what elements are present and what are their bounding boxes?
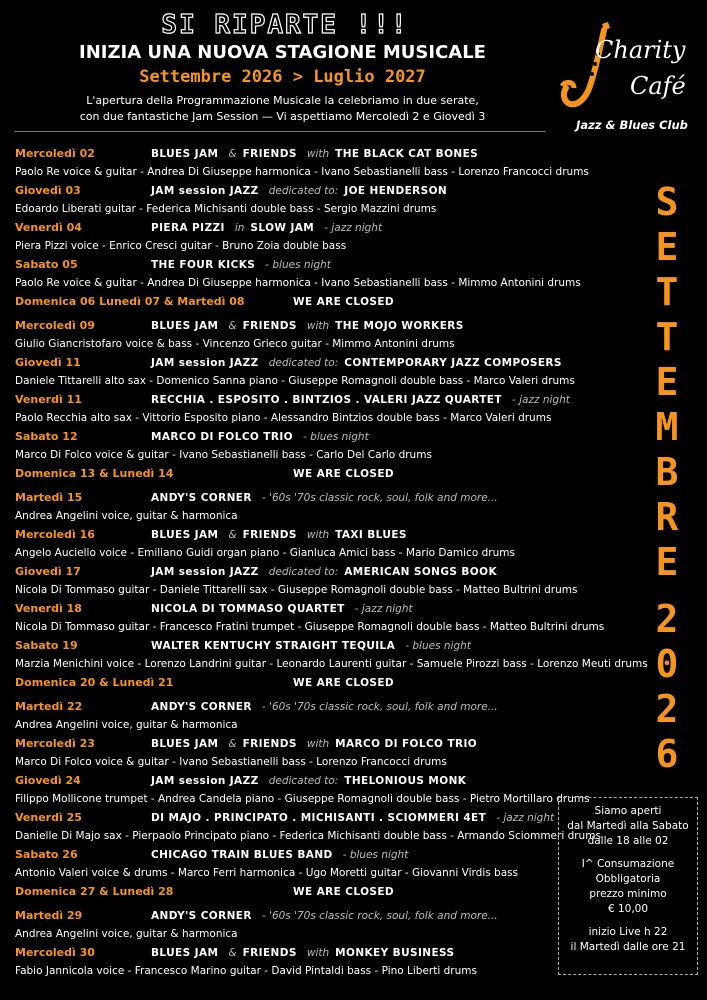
event-header-line <box>15 429 555 447</box>
vertical-title-letter: T <box>655 270 679 314</box>
event-header-line <box>15 908 555 926</box>
event-header-line <box>15 257 555 275</box>
vertical-title-letter: B <box>655 450 679 494</box>
event-headline <box>151 847 408 863</box>
event-header-line <box>15 220 555 238</box>
event-row <box>15 392 570 429</box>
event-note: - blues night <box>342 849 409 861</box>
event-day: Sabato 05 <box>15 258 78 271</box>
event-row <box>15 220 555 257</box>
event-headline <box>151 318 464 334</box>
event-day: Martedì 15 <box>15 491 83 504</box>
event-head3: TAXI BLUES <box>335 529 407 541</box>
event-head2: FRIENDS <box>242 738 297 750</box>
event-headline <box>151 564 497 580</box>
event-day: Giovedì 17 <box>15 565 81 578</box>
event-header-line <box>15 601 555 619</box>
poster-subtitle: INIZIA UNA NUOVA STAGIONE MUSICALE <box>79 42 486 63</box>
event-note: - '60s '70s classic rock, soul, folk and more... <box>261 492 498 504</box>
event-head: MARCO DI FOLCO TRIO <box>151 431 293 443</box>
event-header-line <box>15 392 570 410</box>
event-row <box>15 908 555 945</box>
event-head: BLUES JAM <box>151 148 219 160</box>
event-header-line <box>15 146 555 164</box>
closed-row <box>15 466 555 490</box>
event-headline <box>151 392 570 408</box>
event-row <box>15 847 555 884</box>
event-lineup: Marzia Menichini voice - Lorenzo Landrini guitar - Leonardo Laurenti guitar - Samuele Pirozzi bass - Lorenzo Meuti drums <box>15 658 648 670</box>
event-day: Mercoledì 23 <box>15 737 95 750</box>
event-day: Mercoledì 16 <box>15 528 95 541</box>
event-header-line <box>15 318 555 336</box>
vertical-title-letter: 0 <box>655 642 679 686</box>
event-header-line <box>15 773 555 791</box>
vertical-title-letter: R <box>655 495 679 539</box>
event-row <box>15 490 555 527</box>
event-headline <box>151 810 554 826</box>
event-day: Venerdì 04 <box>15 221 82 234</box>
event-head2: FRIENDS <box>242 320 297 332</box>
vertical-month-title <box>642 180 692 777</box>
event-headline <box>293 884 394 900</box>
event-conn: & <box>228 947 237 959</box>
event-head: DI MAJO . PRINCIPATO . MICHISANTI . SCIOMMERI <box>151 812 460 824</box>
event-header-line <box>15 675 555 693</box>
intro-line-1: L'apertura della Programmazione Musicale la celebriamo in due serate, <box>86 94 479 107</box>
event-head3: MARCO DI FOLCO TRIO <box>335 738 478 750</box>
event-head: ANDY'S CORNER <box>151 701 252 713</box>
event-note: - jazz night <box>324 222 383 234</box>
event-lineup: Marco Di Folco voice & guitar - Ivano Sebastianelli bass - Carlo Del Carlo drums <box>15 449 432 461</box>
info-line-3: dalle 18 alle 02 <box>587 835 669 847</box>
event-day: Domenica 06 Lunedì 07 & Martedì 08 <box>15 295 245 308</box>
event-lineup: Andrea Angelini voice, guitar & harmonica <box>15 719 238 731</box>
vertical-title-letter: E <box>655 540 679 584</box>
event-head: CHICAGO TRAIN BLUES BAND <box>151 849 333 861</box>
event-row <box>15 773 590 810</box>
event-lineup: Paolo Re voice & guitar - Andrea Di Giuseppe harmonica - Ivano Sebastianelli bass - Mimmo Antonini drums <box>15 277 581 289</box>
event-head2: FRIENDS <box>242 529 297 541</box>
event-head: RECCHIA . ESPOSITO . BINTZIOS . VALERI <box>151 394 408 406</box>
event-conn2: with <box>306 320 330 332</box>
event-day: Sabato 12 <box>15 430 78 443</box>
info-line-4: I^ Consumazione <box>581 858 675 870</box>
event-conn: dedicated to: <box>268 357 339 369</box>
event-note: - blues night <box>265 259 331 271</box>
intro-line-2: con due fantastiche Jam Session — Vi aspettiamo Mercoledì 2 e Giovedì 3 <box>79 110 486 123</box>
vertical-title-letter: E <box>655 360 679 404</box>
event-headline <box>151 490 498 506</box>
event-head2: CONTEMPORARY JAZZ COMPOSERS <box>344 357 562 369</box>
event-head: BLUES JAM <box>151 529 219 541</box>
event-head: JAM session JAZZ <box>151 775 259 787</box>
event-lineup: Nicola Di Tommaso guitar - Francesco Fratini trumpet - Giuseppe Romagnoli double bass - Matteo Bultrini drums <box>15 621 605 633</box>
logo-subtitle: Jazz & Blues Club <box>576 118 688 132</box>
event-headline <box>151 699 498 715</box>
event-header-line <box>15 638 555 656</box>
vertical-title-letter: 2 <box>655 687 679 731</box>
event-row <box>15 699 555 736</box>
season-dates: Settembre 2026 > Luglio 2027 <box>139 67 426 87</box>
event-note: - jazz night <box>354 603 413 615</box>
event-head: THE FOUR KICKS <box>151 259 256 271</box>
event-headline <box>151 257 331 273</box>
event-headline <box>151 220 382 236</box>
event-row <box>15 355 575 392</box>
info-line-6: prezzo minimo <box>589 888 667 900</box>
info-line-2: dal Martedì alla Sabato <box>567 820 689 832</box>
event-conn: & <box>228 529 237 541</box>
event-head: JAM session JAZZ <box>151 357 259 369</box>
event-headline <box>151 183 447 199</box>
event-lineup: Edoardo Liberati guitar - Federica Michisanti double bass - Sergio Mazzini drums <box>15 203 437 215</box>
event-header-line <box>15 183 555 201</box>
event-lineup: Giulio Giancristofaro voice & bass - Vincenzo Grieco guitar - Mimmo Antonini drums <box>15 338 455 350</box>
vertical-title-letter: M <box>655 405 679 449</box>
event-note: - blues night <box>405 640 471 652</box>
event-header-line <box>15 699 555 717</box>
event-headline <box>151 908 498 924</box>
event-head2: SLOW JAM <box>250 222 315 234</box>
event-head: BLUES JAM <box>151 947 219 959</box>
event-note: - blues night <box>303 431 369 443</box>
event-day: Sabato 26 <box>15 848 78 861</box>
event-conn2: with <box>306 738 330 750</box>
event-head2: JOE HENDERSON <box>344 185 448 197</box>
event-day: Martedì 29 <box>15 909 83 922</box>
saxophone-icon <box>560 18 620 118</box>
event-header-line <box>15 736 555 754</box>
event-conn: & <box>228 738 237 750</box>
event-header-line <box>15 527 555 545</box>
event-head2: 4ET <box>463 812 487 824</box>
info-gap <box>559 849 697 857</box>
event-head: WE ARE CLOSED <box>293 677 395 689</box>
event-row <box>15 736 555 773</box>
event-conn2: with <box>306 947 330 959</box>
event-conn: dedicated to: <box>268 566 339 578</box>
event-conn: in <box>234 222 245 234</box>
event-header-line <box>15 847 555 865</box>
event-conn: & <box>228 148 237 160</box>
logo-text-cafe: Café <box>630 72 686 100</box>
event-lineup: Paolo Recchia alto sax - Vittorio Esposito piano - Alessandro Bintzios double bass - Marco Valeri drums <box>15 412 552 424</box>
event-head2: THELONIOUS MONK <box>344 775 467 787</box>
vertical-title-letter: 2 <box>655 597 679 641</box>
closed-row <box>15 294 555 318</box>
poster-title: SI RIPARTE !!! <box>161 10 409 40</box>
event-conn: dedicated to: <box>268 185 339 197</box>
event-head: ANDY'S CORNER <box>151 910 252 922</box>
event-header-line <box>15 564 555 582</box>
vertical-title-letter: T <box>655 315 679 359</box>
event-row <box>15 183 555 220</box>
event-row <box>15 257 581 294</box>
event-head: PIERA PIZZI <box>151 222 225 234</box>
event-head3: THE BLACK CAT BONES <box>335 148 479 160</box>
event-header-line <box>15 294 555 312</box>
event-lineup: Angelo Auciello voice - Emiliano Guidi organ piano - Gianluca Amici bass - Mario Damico drums <box>15 547 515 559</box>
event-row <box>15 318 555 355</box>
header-divider <box>15 131 545 132</box>
closed-row <box>15 884 555 908</box>
event-row <box>15 146 589 183</box>
event-row <box>15 810 601 847</box>
event-row <box>15 945 555 982</box>
event-conn: dedicated to: <box>268 775 339 787</box>
event-headline <box>151 527 407 543</box>
vertical-title-letter: S <box>655 180 679 224</box>
charity-cafe-logo <box>560 18 705 138</box>
event-head: JAM session JAZZ <box>151 185 259 197</box>
event-day: Mercoledì 30 <box>15 946 95 959</box>
event-headline <box>151 945 454 961</box>
event-head: NICOLA DI TOMMASO QUARTET <box>151 603 345 615</box>
event-row <box>15 601 605 638</box>
event-header-line <box>15 945 555 963</box>
event-day: Mercoledì 09 <box>15 319 95 332</box>
event-day: Giovedì 24 <box>15 774 81 787</box>
event-lineup: Danielle Di Majo sax - Pierpaolo Principato piano - Federica Michisanti double bass - Armando Sciommeri drums <box>15 830 601 842</box>
event-day: Domenica 27 & Lunedì 28 <box>15 885 174 898</box>
event-headline <box>151 601 413 617</box>
closed-row <box>15 675 555 699</box>
event-head: WE ARE CLOSED <box>293 886 395 898</box>
event-note: - '60s '70s classic rock, soul, folk and more... <box>261 910 498 922</box>
event-head2: JAZZ QUARTET <box>411 394 502 406</box>
event-note: - '60s '70s classic rock, soul, folk and more... <box>261 701 498 713</box>
event-headline <box>151 355 562 371</box>
event-conn2: with <box>306 529 330 541</box>
event-note: - jazz night <box>496 812 555 824</box>
event-headline <box>293 675 394 691</box>
event-head3: THE MOJO WORKERS <box>335 320 464 332</box>
event-headline <box>151 736 477 752</box>
event-day: Mercoledì 02 <box>15 147 95 160</box>
event-lineup: Nicola Di Tommaso guitar - Daniele Tittarelli sax - Giuseppe Romagnoli double bass - Matteo Bultrini drums <box>15 584 578 596</box>
vertical-title-letter: 6 <box>655 732 679 776</box>
event-lineup: Fabio Jannicola voice - Francesco Marino guitar - David Pintaldi bass - Pino Liberti drums <box>15 965 477 977</box>
event-head2: FRIENDS <box>242 947 297 959</box>
event-conn: & <box>228 320 237 332</box>
event-head: BLUES JAM <box>151 738 219 750</box>
event-head3: MONKEY BUSINESS <box>335 947 455 959</box>
event-lineup: Andrea Angelini voice, guitar & harmonica <box>15 928 238 940</box>
info-line-5: Obbligatoria <box>595 873 661 885</box>
info-line-7: € 10,00 <box>607 903 649 915</box>
opening-info-box <box>558 797 698 975</box>
event-lineup: Daniele Tittarelli alto sax - Domenico Sanna piano - Giuseppe Romagnoli double bass - Marco Valeri drums <box>15 375 575 387</box>
event-headline <box>151 146 478 162</box>
event-header-line <box>15 884 555 902</box>
event-row <box>15 527 555 564</box>
logo-text-charity: Charity <box>595 36 686 64</box>
intro-text <box>10 93 555 125</box>
event-lineup: Antonio Valeri voice & drums - Marco Ferri harmonica - Ugo Moretti guitar - Giovanni Virdis bass <box>15 867 519 879</box>
event-lineup: Filippo Mollicone trumpet - Andrea Candela piano - Giuseppe Romagnoli double bass - Pietro Mortillaro drums <box>15 793 590 805</box>
event-headline <box>151 773 466 789</box>
info-line-8: inizio Live h 22 <box>588 926 668 938</box>
event-head: BLUES JAM <box>151 320 219 332</box>
event-day: Giovedì 03 <box>15 184 81 197</box>
event-day: Giovedì 11 <box>15 356 81 369</box>
event-head: WALTER KENTUCHY STRAIGHT TEQUILA <box>151 640 396 652</box>
event-lineup: Andrea Angelini voice, guitar & harmonica <box>15 510 238 522</box>
event-conn2: with <box>306 148 330 160</box>
event-headline <box>151 638 471 654</box>
event-lineup: Piera Pizzi voice - Enrico Cresci guitar - Bruno Zoia double bass <box>15 240 347 252</box>
vertical-title-letter: E <box>655 225 679 269</box>
event-head: ANDY'S CORNER <box>151 492 252 504</box>
event-header-line <box>15 466 555 484</box>
event-row <box>15 638 648 675</box>
event-headline <box>151 429 369 445</box>
event-row <box>15 429 555 466</box>
event-day: Venerdì 11 <box>15 393 82 406</box>
event-head: WE ARE CLOSED <box>293 468 395 480</box>
event-headline <box>293 466 394 482</box>
event-day: Domenica 20 & Lunedì 21 <box>15 676 174 689</box>
event-lineup: Marco Di Folco voice & guitar - Ivano Sebastianelli bass - Lorenzo Francocci drums <box>15 756 447 768</box>
event-head: JAM session JAZZ <box>151 566 259 578</box>
event-header-line <box>15 355 562 373</box>
info-line-1: Siamo aperti <box>594 805 662 817</box>
info-gap <box>559 917 697 925</box>
event-headline <box>293 294 394 310</box>
event-header-line <box>15 490 555 508</box>
event-lineup: Paolo Re voice & guitar - Andrea Di Giuseppe harmonica - Ivano Sebastianelli bass - Lorenzo Francocci drums <box>15 166 589 178</box>
event-head2: AMERICAN SONGS BOOK <box>344 566 497 578</box>
event-head2: FRIENDS <box>242 148 297 160</box>
event-header-line <box>15 810 555 828</box>
event-head: WE ARE CLOSED <box>293 296 395 308</box>
event-day: Domenica 13 & Lunedì 14 <box>15 467 174 480</box>
event-note: - jazz night <box>512 394 570 406</box>
event-day: Venerdì 18 <box>15 602 82 615</box>
event-day: Venerdì 25 <box>15 811 82 824</box>
event-day: Sabato 19 <box>15 639 78 652</box>
event-row <box>15 564 578 601</box>
info-line-9: il Martedì dalle ore 21 <box>570 941 686 953</box>
event-day: Martedì 22 <box>15 700 83 713</box>
